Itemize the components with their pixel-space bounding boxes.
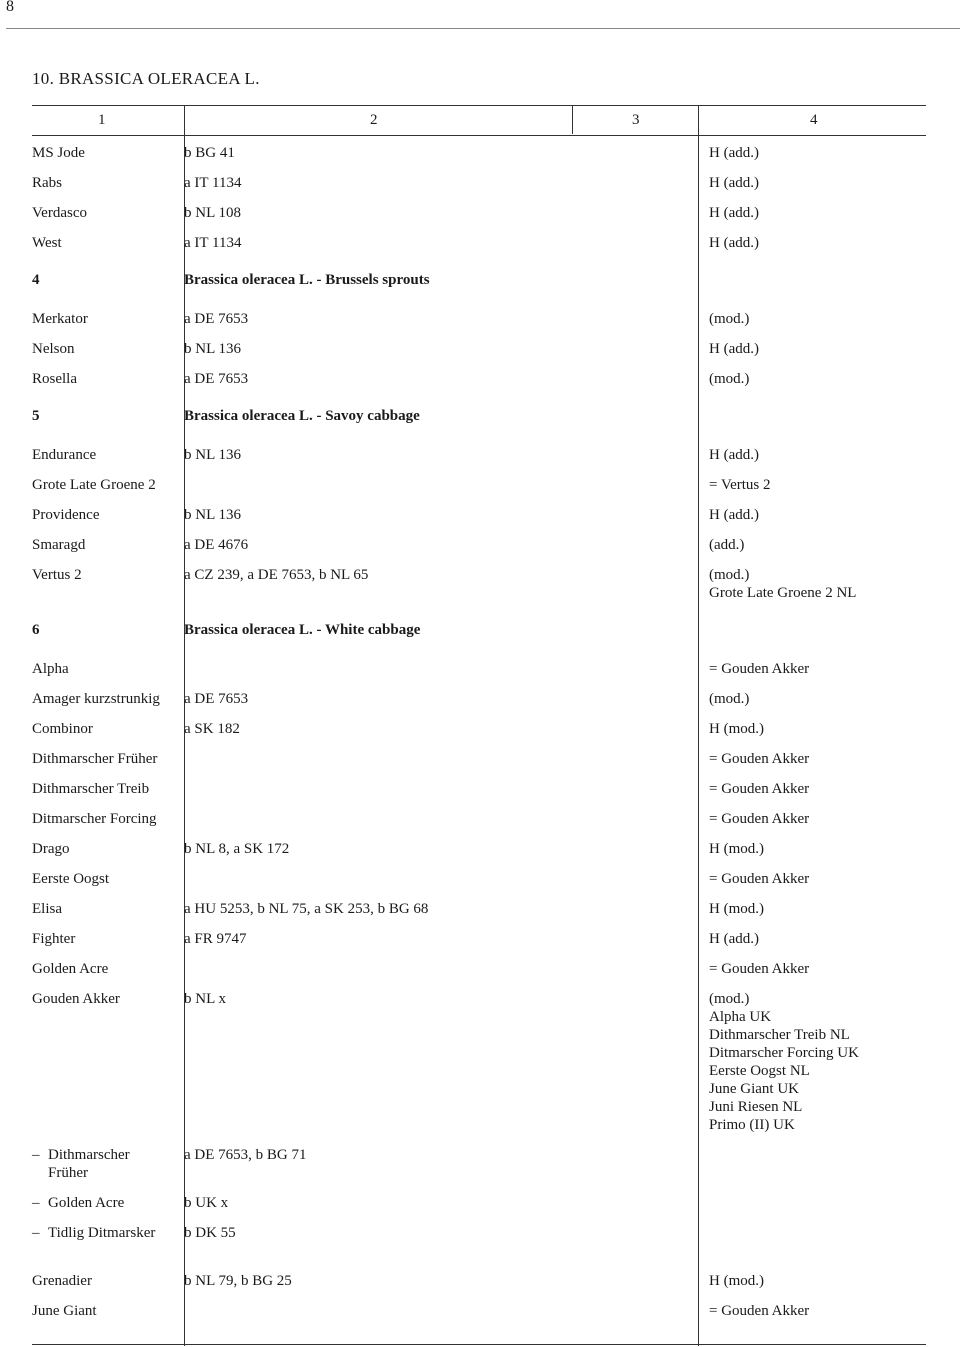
variety-name: Dithmarscher Früher xyxy=(48,1147,130,1181)
reference: a DE 7653 xyxy=(184,311,249,327)
remark-line: = Gouden Akker xyxy=(709,811,810,827)
remark-line: Juni Riesen NL xyxy=(709,1099,803,1115)
remarks xyxy=(709,840,764,858)
reference: a DE 4676 xyxy=(184,537,249,553)
remarks xyxy=(709,1272,764,1290)
remark-line: = Gouden Akker xyxy=(709,661,810,677)
remarks xyxy=(709,566,856,602)
remarks xyxy=(709,340,759,358)
table-row xyxy=(0,506,960,536)
column-header-1: 1 xyxy=(98,112,106,128)
group-title: Brassica oleracea L. - White cabbage xyxy=(184,622,421,638)
remark-line: Ditmarscher Forcing UK xyxy=(709,1045,859,1061)
variety-name: Endurance xyxy=(32,447,97,463)
reference: a DE 7653, b BG 71 xyxy=(184,1147,307,1163)
remark-line: = Gouden Akker xyxy=(709,961,810,977)
variety-name: Rosella xyxy=(32,371,77,387)
variety-name: Dithmarscher Früher xyxy=(32,751,158,767)
table-row xyxy=(0,810,960,840)
variety-name: Amager kurzstrunkig xyxy=(32,691,160,707)
table-row xyxy=(0,750,960,780)
table-row xyxy=(0,690,960,720)
reference: a CZ 239, a DE 7653, b NL 65 xyxy=(184,567,369,583)
remark-line: H (mod.) xyxy=(709,721,764,737)
table-row xyxy=(0,476,960,506)
reference: a DE 7653 xyxy=(184,691,249,707)
remark-line: = Gouden Akker xyxy=(709,1303,810,1319)
variety-name: Golden Acre xyxy=(48,1195,125,1211)
reference: a SK 182 xyxy=(184,721,240,737)
remarks xyxy=(709,446,759,464)
page-number: 8 xyxy=(6,0,14,15)
table-header xyxy=(32,105,926,136)
remark-line: H (add.) xyxy=(709,931,759,947)
group-number: 6 xyxy=(32,622,40,638)
remarks xyxy=(709,204,759,222)
table-row xyxy=(0,144,960,174)
table-row xyxy=(0,1302,960,1332)
variety-name: Combinor xyxy=(32,721,93,737)
table-row xyxy=(0,870,960,900)
variety-name: Grenadier xyxy=(32,1273,92,1289)
remark-line: H (mod.) xyxy=(709,841,764,857)
sub-item-dash: – xyxy=(32,1225,40,1241)
remarks xyxy=(709,780,809,798)
table-row xyxy=(0,780,960,810)
table-row xyxy=(0,536,960,566)
group-title: Brassica oleracea L. - Brussels sprouts xyxy=(184,272,430,288)
remark-line: H (add.) xyxy=(709,447,759,463)
variety-name: Vertus 2 xyxy=(32,567,82,583)
variety-name: Verdasco xyxy=(32,205,87,221)
variety-name: Tidlig Ditmarsker xyxy=(48,1225,156,1241)
table-row xyxy=(0,234,960,264)
top-rule xyxy=(6,28,960,29)
table-row xyxy=(0,1272,960,1302)
reference: a IT 1134 xyxy=(184,235,242,251)
remark-line: H (add.) xyxy=(709,145,759,161)
variety-name: West xyxy=(32,235,62,251)
remark-line: = Gouden Akker xyxy=(709,871,810,887)
remark-line: Eerste Oogst NL xyxy=(709,1063,810,1079)
remark-line: = Gouden Akker xyxy=(709,751,810,767)
remarks xyxy=(709,506,759,524)
reference: a FR 9747 xyxy=(184,931,247,947)
remark-line: = Vertus 2 xyxy=(709,477,771,493)
remark-line: (mod.) xyxy=(709,567,750,583)
group-heading-row xyxy=(0,400,960,446)
remark-line: H (add.) xyxy=(709,341,759,357)
remarks xyxy=(709,690,749,708)
variety-name: Ditmarscher Forcing xyxy=(32,811,157,827)
reference: b BG 41 xyxy=(184,145,235,161)
remark-line: (mod.) xyxy=(709,311,750,327)
group-heading-row xyxy=(0,264,960,310)
remarks xyxy=(709,810,809,828)
group-number: 5 xyxy=(32,408,40,424)
remarks xyxy=(709,870,809,888)
remark-line: (add.) xyxy=(709,537,745,553)
remark-line: (mod.) xyxy=(709,371,750,387)
remark-line: (mod.) xyxy=(709,991,750,1007)
reference: a DE 7653 xyxy=(184,371,249,387)
variety-name: Elisa xyxy=(32,901,62,917)
remark-line: = Gouden Akker xyxy=(709,781,810,797)
remark-line: (mod.) xyxy=(709,691,750,707)
remarks xyxy=(709,1302,809,1320)
variety-name: Dithmarscher Treib xyxy=(32,781,150,797)
reference: b NL 136 xyxy=(184,341,241,357)
reference: a IT 1134 xyxy=(184,175,242,191)
sub-item-dash: – xyxy=(32,1147,40,1163)
variety-name: Eerste Oogst xyxy=(32,871,110,887)
variety-name: Alpha xyxy=(32,661,69,677)
variety-name: Rabs xyxy=(32,175,62,191)
variety-name: Providence xyxy=(32,507,100,523)
variety-name: Nelson xyxy=(32,341,75,357)
variety-name: Golden Acre xyxy=(32,961,109,977)
remark-line: June Giant UK xyxy=(709,1081,799,1097)
remark-line: Alpha UK xyxy=(709,1009,772,1025)
remarks xyxy=(709,720,764,738)
table-row xyxy=(0,930,960,960)
group-number: 4 xyxy=(32,272,40,288)
reference: b DK 55 xyxy=(184,1225,236,1241)
variety-name: MS Jode xyxy=(32,145,85,161)
remark-line: H (mod.) xyxy=(709,901,764,917)
remarks xyxy=(709,960,809,978)
group-title: Brassica oleracea L. - Savoy cabbage xyxy=(184,408,420,424)
table-row xyxy=(0,446,960,476)
reference: b NL 136 xyxy=(184,447,241,463)
table-row xyxy=(0,660,960,690)
remark-line: H (add.) xyxy=(709,507,759,523)
remark-line: H (add.) xyxy=(709,235,759,251)
remarks xyxy=(709,174,759,192)
remark-line: H (mod.) xyxy=(709,1273,764,1289)
remarks xyxy=(709,310,749,328)
reference: b UK x xyxy=(184,1195,229,1211)
table-row xyxy=(0,370,960,400)
reference: b NL 79, b BG 25 xyxy=(184,1273,292,1289)
table-row xyxy=(0,340,960,370)
table-row xyxy=(0,720,960,750)
variety-name: Gouden Akker xyxy=(32,991,120,1007)
remark-line: H (add.) xyxy=(709,175,759,191)
column-header-2: 2 xyxy=(370,112,378,128)
table-row xyxy=(0,310,960,340)
table-row xyxy=(0,990,960,1146)
reference: b NL 108 xyxy=(184,205,241,221)
table-row xyxy=(0,1194,960,1224)
remark-line: H (add.) xyxy=(709,205,759,221)
remarks xyxy=(709,144,759,162)
remarks xyxy=(709,660,809,678)
column-header-4: 4 xyxy=(810,112,818,128)
remark-line: Grote Late Groene 2 NL xyxy=(709,585,857,601)
remarks xyxy=(709,990,859,1134)
table-row xyxy=(0,174,960,204)
variety-name: Fighter xyxy=(32,931,76,947)
reference: b NL x xyxy=(184,991,226,1007)
section-title: 10. BRASSICA OLERACEA L. xyxy=(32,69,260,88)
table-row xyxy=(0,900,960,930)
remarks xyxy=(709,476,771,494)
table-row xyxy=(0,1146,960,1194)
group-heading-row xyxy=(0,614,960,660)
remarks xyxy=(709,900,764,918)
variety-name: Smaragd xyxy=(32,537,86,553)
table-row xyxy=(0,1224,960,1272)
table-row xyxy=(0,204,960,234)
variety-name: June Giant xyxy=(32,1303,97,1319)
variety-table xyxy=(0,144,960,1332)
reference: b NL 136 xyxy=(184,507,241,523)
remark-line: Primo (II) UK xyxy=(709,1117,795,1133)
remarks xyxy=(709,750,809,768)
remarks xyxy=(709,234,759,252)
variety-name: Grote Late Groene 2 xyxy=(32,477,156,493)
remarks xyxy=(709,370,749,388)
reference: a HU 5253, b NL 75, a SK 253, b BG 68 xyxy=(184,901,429,917)
table-row xyxy=(0,566,960,614)
reference: b NL 8, a SK 172 xyxy=(184,841,290,857)
remark-line: Dithmarscher Treib NL xyxy=(709,1027,850,1043)
table-row xyxy=(0,960,960,990)
bottom-rule xyxy=(32,1344,926,1345)
remarks xyxy=(709,536,744,554)
table-row xyxy=(0,840,960,870)
remarks xyxy=(709,930,759,948)
variety-name: Merkator xyxy=(32,311,88,327)
variety-name: Drago xyxy=(32,841,70,857)
column-header-3: 3 xyxy=(632,112,640,128)
sub-item-dash: – xyxy=(32,1195,40,1211)
